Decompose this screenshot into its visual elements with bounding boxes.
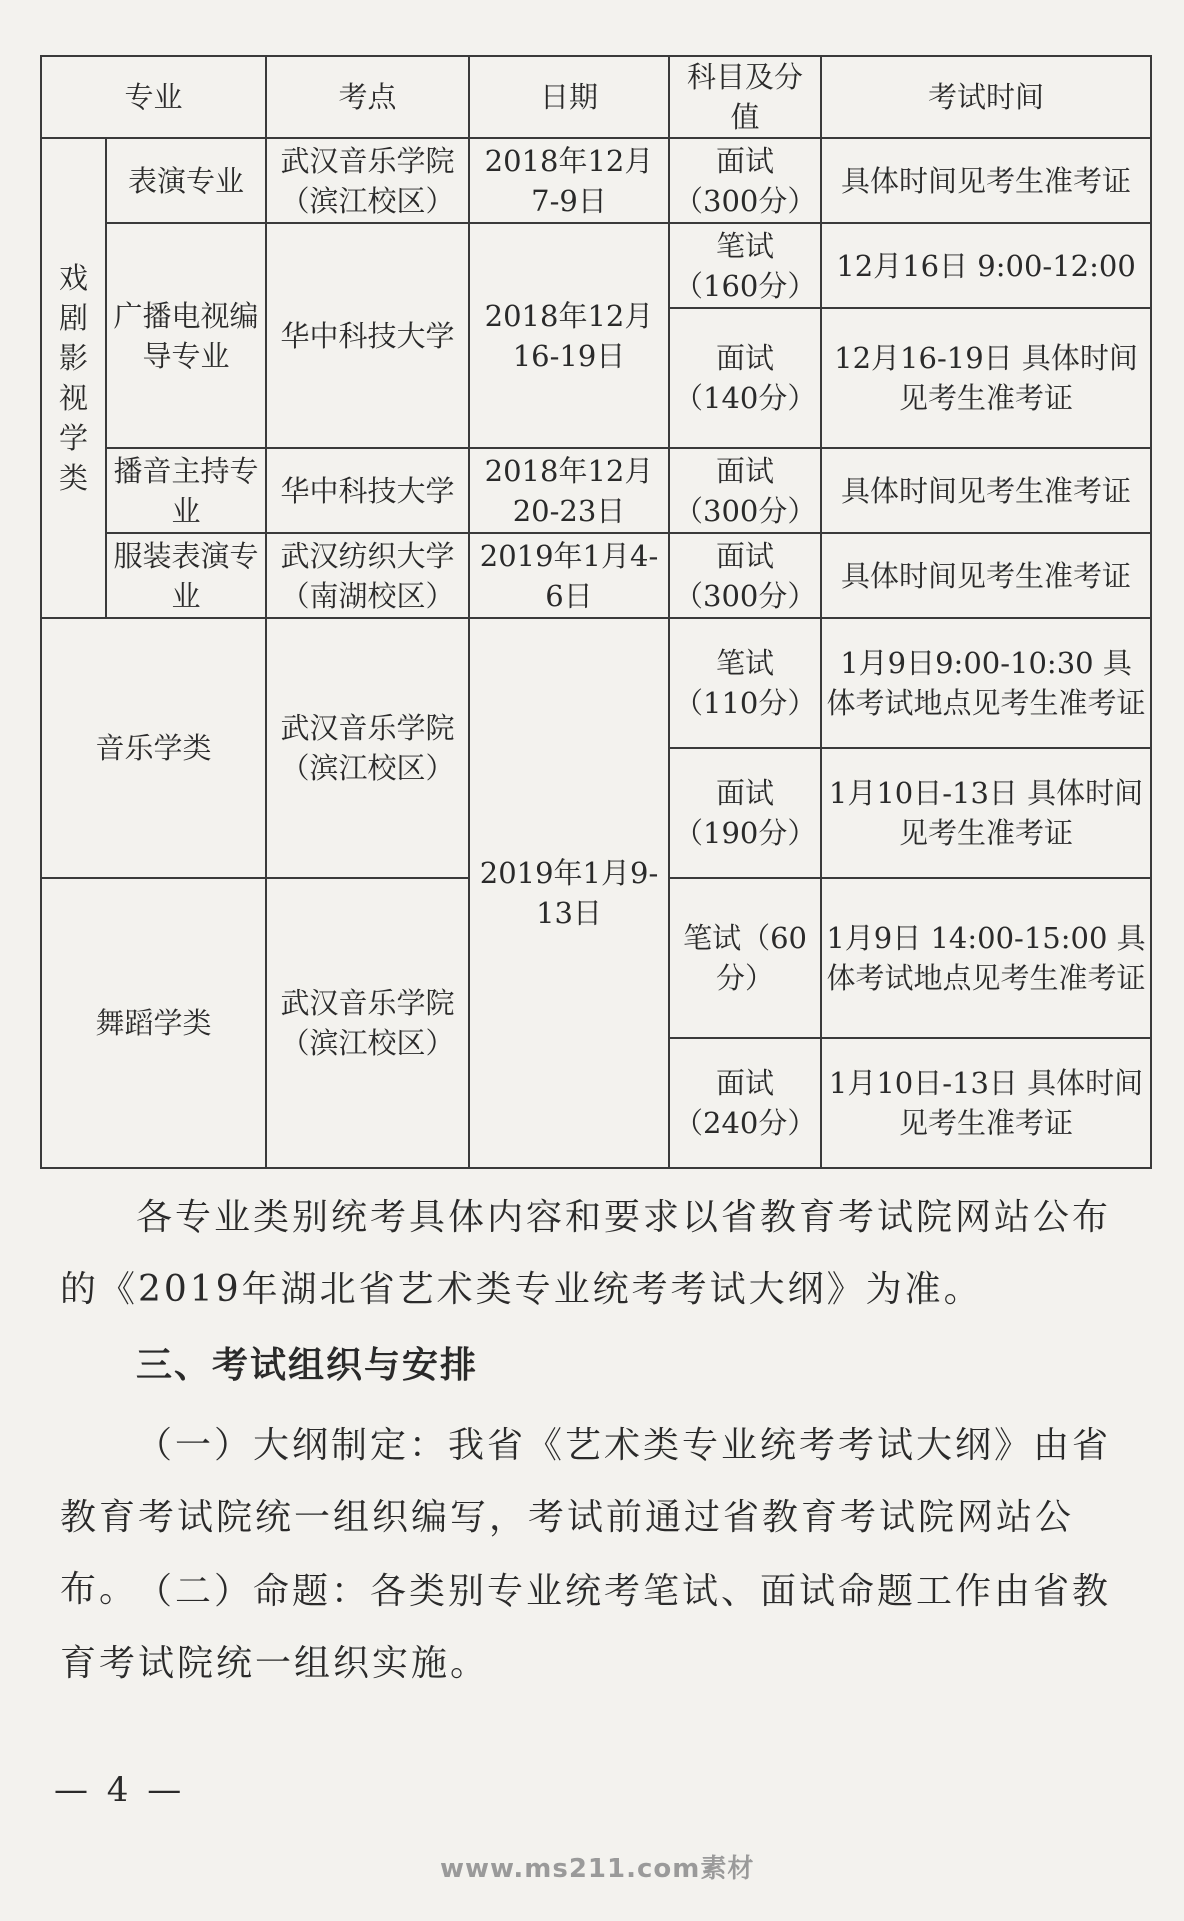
- time-cell: 1月9日 14:00-15:00 具体考试地点见考生准考证: [821, 878, 1151, 1038]
- subject-cell: 笔试（60分）: [669, 878, 821, 1038]
- table-row: [41, 138, 1151, 223]
- subject-cell: 面试（240分）: [669, 1038, 821, 1168]
- time-cell: 具体时间见考生准考证: [821, 448, 1151, 533]
- major-cell: 服装表演专业: [106, 533, 266, 618]
- table-row: [41, 618, 1151, 748]
- venue-cell: 武汉音乐学院（滨江校区）: [266, 138, 469, 223]
- group-drama-label: 戏剧影视学类: [58, 261, 88, 495]
- header-major: 专业: [41, 56, 266, 138]
- date-cell: 2018年12月16-19日: [469, 223, 669, 448]
- subject-cell: 面试（190分）: [669, 748, 821, 878]
- venue-cell: 华中科技大学: [266, 448, 469, 533]
- venue-cell: 武汉音乐学院（滨江校区）: [266, 878, 469, 1168]
- time-cell: 12月16-19日 具体时间见考生准考证: [821, 308, 1151, 448]
- date-cell: 2019年1月4-6日: [469, 533, 669, 618]
- header-date: 日期: [469, 56, 669, 138]
- venue-cell: 武汉音乐学院（滨江校区）: [266, 618, 469, 878]
- date-cell: 2019年1月9-13日: [469, 618, 669, 1168]
- table-row: [41, 533, 1151, 618]
- exam-schedule-table: [40, 55, 1152, 1169]
- time-cell: 1月10日-13日 具体时间见考生准考证: [821, 748, 1151, 878]
- major-cell: 播音主持专业: [106, 448, 266, 533]
- subject-cell: 笔试（110分）: [669, 618, 821, 748]
- subject-cell: 笔试（160分）: [669, 223, 821, 308]
- venue-cell: 华中科技大学: [266, 223, 469, 448]
- table-row: [41, 223, 1151, 308]
- section-heading: 三、考试组织与安排: [136, 1345, 479, 1386]
- time-cell: 具体时间见考生准考证: [821, 138, 1151, 223]
- time-cell: 1月10日-13日 具体时间见考生准考证: [821, 1038, 1151, 1168]
- time-cell: 12月16日 9:00-12:00: [821, 223, 1151, 308]
- major-cell: 表演专业: [106, 138, 266, 223]
- paragraph-syllabus-reference: 各专业类别统考具体内容和要求以省教育考试院网站公布的《2019年湖北省艺术类专业统考考试大纲》为准。: [60, 1197, 1112, 1310]
- header-subject: 科目及分值: [669, 56, 821, 138]
- paragraph-question-setting: （二）命题：各类别专业统考笔试、面试命题工作由省教育考试院统一组织实施。: [60, 1571, 1112, 1684]
- time-cell: 1月9日9:00-10:30 具体考试地点见考生准考证: [821, 618, 1151, 748]
- venue-cell: 武汉纺织大学（南湖校区）: [266, 533, 469, 618]
- time-cell: 具体时间见考生准考证: [821, 533, 1151, 618]
- subject-cell: 面试（300分）: [669, 533, 821, 618]
- paragraph-syllabus-drafting: （一）大纲制定：我省《艺术类专业统考考试大纲》由省教育考试院统一组织编写，考试前通过省教育考试院网站公布。: [60, 1425, 1112, 1610]
- header-venue: 考点: [266, 56, 469, 138]
- group-drama-cell: [41, 138, 106, 618]
- major-cell: 广播电视编导专业: [106, 223, 266, 448]
- subject-cell: 面试（300分）: [669, 448, 821, 533]
- major-cell: 舞蹈学类: [41, 878, 266, 1168]
- major-cell: 音乐学类: [41, 618, 266, 878]
- subject-cell: 面试（140分）: [669, 308, 821, 448]
- table-header-row: [41, 56, 1151, 138]
- subject-cell: 面试（300分）: [669, 138, 821, 223]
- page-number: — 4 —: [54, 1770, 186, 1810]
- date-cell: 2018年12月7-9日: [469, 138, 669, 223]
- header-time: 考试时间: [821, 56, 1151, 138]
- table-row: [41, 448, 1151, 533]
- watermark: www.ms211.com素材: [440, 1854, 755, 1884]
- date-cell: 2018年12月20-23日: [469, 448, 669, 533]
